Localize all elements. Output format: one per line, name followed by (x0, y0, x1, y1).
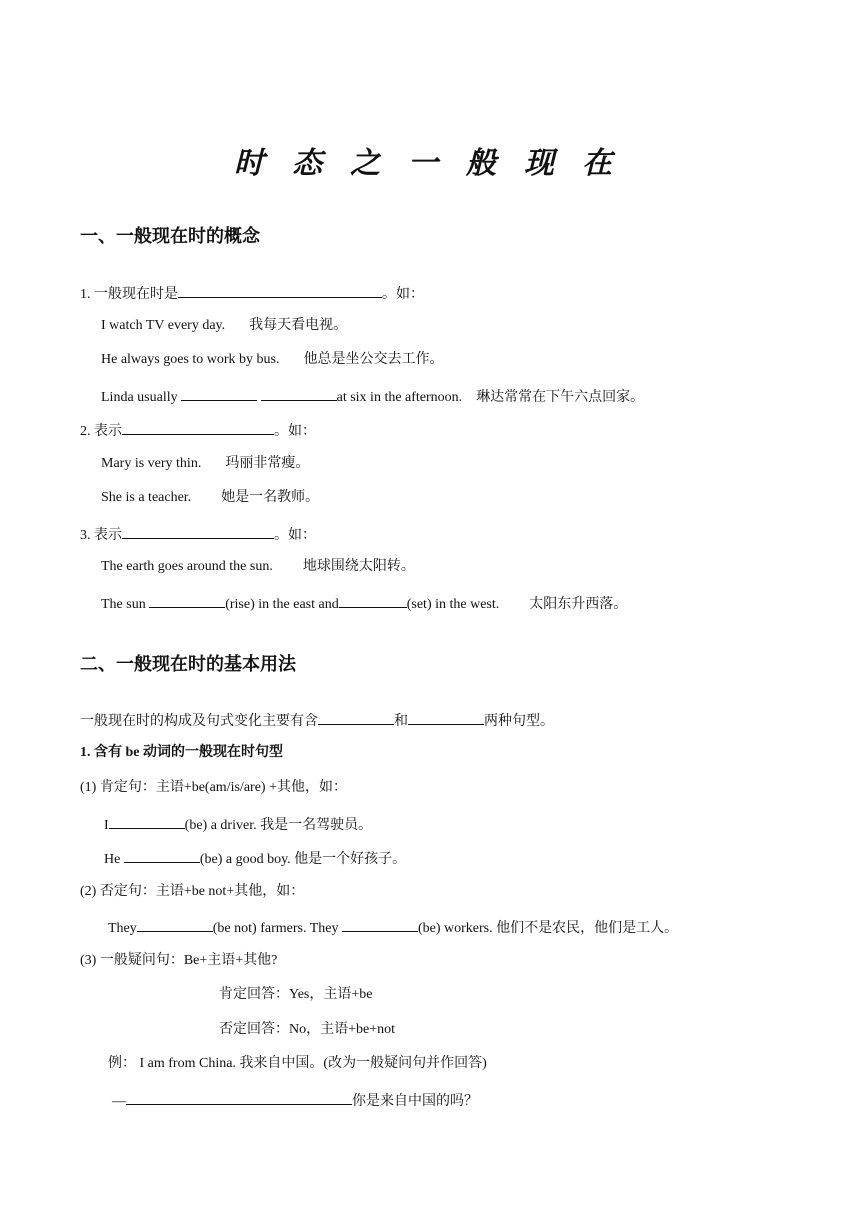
item-3-text: 3. 表示 (80, 528, 122, 543)
example-line (104, 848, 406, 869)
blank-4 (122, 420, 274, 435)
example-line (108, 917, 678, 938)
dash: — (112, 1094, 126, 1109)
example-line (101, 317, 347, 335)
example-en: (be) workers. 他们不是农民，他们是工人。 (417, 921, 679, 936)
example-cn: 她是一名教师。 (221, 490, 320, 505)
example-en: The earth goes around the sun. (101, 559, 273, 574)
example-en: He (104, 852, 124, 867)
example-en: He always goes to work by bus. (101, 352, 280, 367)
blank-13 (342, 917, 418, 932)
section-2-intro (80, 710, 554, 731)
example-cn: 我每天看电视。 (249, 318, 348, 333)
example-line (101, 351, 443, 369)
example-en: (rise) in the east and (225, 597, 339, 612)
example-en: I watch TV every day. (101, 318, 226, 333)
example-cn: 他总是坐公交去工作。 (303, 352, 444, 367)
intro-text: 一般现在时的构成及句式变化主要有含 (80, 714, 318, 729)
blank-6 (149, 593, 225, 608)
blank-1 (178, 283, 382, 298)
section-1-heading: 一、一般现在时的概念 (80, 226, 260, 247)
answer-line (112, 1090, 478, 1111)
example-en: Mary is very thin. (101, 456, 202, 471)
question-example: 例： I am from China. 我来自中国。(改为一般疑问句并作回答) (108, 1056, 487, 1071)
item-1-text: 1. 一般现在时是 (80, 287, 178, 302)
example-cn: 地球围绕太阳转。 (302, 559, 415, 574)
blank-7 (339, 593, 407, 608)
item-2-text: 2. 表示 (80, 424, 122, 439)
item-3-line (80, 524, 316, 545)
example-line (104, 814, 372, 835)
subheading-1: 1. 含有 be 动词的一般现在时句型 (80, 745, 283, 760)
blank-2 (181, 386, 257, 401)
section-2-heading: 二、一般现在时的基本用法 (80, 654, 296, 675)
page-title: 时态之一般现在 (234, 146, 640, 181)
blank-5 (122, 524, 274, 539)
example-en: Linda usually (101, 390, 182, 405)
example-en: (set) in the west. (406, 597, 500, 612)
blank-9 (408, 710, 484, 725)
example-en: at six in the afternoon. (336, 390, 463, 405)
example-cn: 太阳东升西落。 (529, 597, 628, 612)
blank-10 (109, 814, 185, 829)
answer-tail: 你是来自中国的吗？ (352, 1094, 478, 1109)
example-line (101, 593, 627, 614)
example-line (101, 558, 415, 576)
item-3-tail: 。如： (274, 528, 316, 543)
example-en: (be) a good boy. 他是一个好孩子。 (199, 852, 407, 867)
item-1-line (80, 283, 424, 304)
example-en: (be) a driver. 我是一名驾驶员。 (184, 818, 373, 833)
example-cn: 玛丽非常瘦。 (225, 456, 310, 471)
no-answer-format: 否定回答：No，主语+be+not (219, 1022, 396, 1037)
example-line (101, 455, 309, 473)
example-en: The sun (101, 597, 150, 612)
example-en: I (104, 818, 109, 833)
blank-11 (124, 848, 200, 863)
blank-14 (126, 1090, 352, 1105)
example-line (101, 386, 644, 407)
example-en: She is a teacher. (101, 490, 192, 505)
blank-12 (137, 917, 213, 932)
blank-3 (261, 386, 337, 401)
affirmative-label: (1) 肯定句：主语+be(am/is/are) +其他，如： (80, 780, 347, 795)
example-en: (be not) farmers. They (212, 921, 342, 936)
intro-text: 和 (394, 714, 408, 729)
item-2-line (80, 420, 316, 441)
example-line (101, 489, 319, 507)
item-1-tail: 。如： (382, 287, 424, 302)
question-label: (3) 一般疑问句：Be+主语+其他? (80, 953, 278, 968)
example-cn: 琳达常常在下午六点回家。 (476, 390, 645, 405)
negative-label: (2) 否定句：主语+be not+其他，如： (80, 884, 305, 899)
yes-answer-format: 肯定回答：Yes，主语+be (219, 987, 373, 1002)
blank-8 (318, 710, 394, 725)
intro-text: 两种句型。 (484, 714, 554, 729)
example-en: They (108, 921, 137, 936)
item-2-tail: 。如： (274, 424, 316, 439)
